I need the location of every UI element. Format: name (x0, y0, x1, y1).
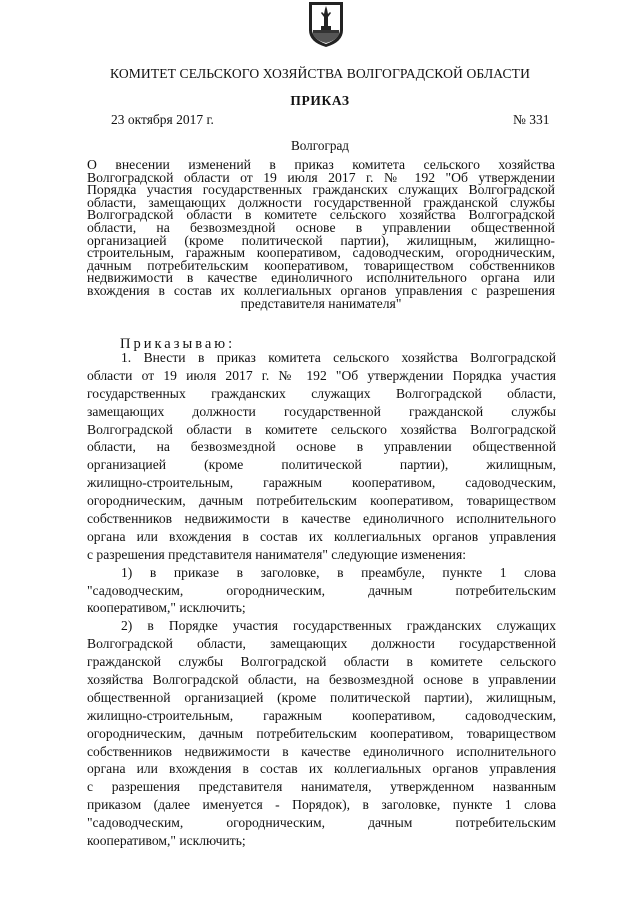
body-line: области, на безвозмездной основе в управлении общественной (87, 439, 556, 455)
subject-line: строительным, гаражным кооперативом, садоводческим, огородническим, (87, 245, 555, 261)
body-line: органа или вхождения в состав их коллегиальных органов управления (87, 528, 556, 544)
organization-title: КОМИТЕТ СЕЛЬСКОГО ХОЗЯЙСТВА ВОЛГОГРАДСКОЙ ОБЛАСТИ (110, 66, 530, 81)
body-line: "садоводческим, огородническим, дачным потребительским (87, 815, 556, 831)
subject-line: области, на безвозмездной основе в управлении общественной (87, 219, 555, 235)
subject-line: дачным потребительским кооперативом, товариществом собственников (87, 257, 555, 273)
body-line: 1. Внести в приказ комитета сельского хозяйства Волгоградской (121, 350, 556, 365)
body-line: жилищно-строительным, гаражным кооперативом, садоводческим, (87, 475, 556, 491)
body-line: огородническим, дачным потребительским кооперативом, товариществом (87, 493, 556, 509)
body-line: 2) в Порядке участия государственных гражданских служащих (121, 618, 556, 634)
body-line: Волгоградской области, замещающих должности государственной (87, 636, 556, 652)
body-line: жилищно-строительным, гаражным кооперативом, садоводческим, (87, 707, 556, 723)
body-line: приказом (далее именуется - Порядок), в заголовке, пункте 1 слова (87, 797, 556, 813)
document-city: Волгоград (290, 138, 350, 153)
document-subject (87, 159, 555, 310)
subject-line: представителя нанимателя" (240, 295, 402, 311)
document-date: 23 октября 2017 г. (111, 112, 214, 127)
document-number: № 331 (513, 112, 550, 127)
body-line: с разрешения представителя нанимателя" следующие изменения: (87, 546, 466, 562)
document-body (87, 349, 556, 850)
body-line: организацией (кроме политической партии), жилищным, (87, 457, 556, 473)
body-line: области от 19 июля 2017 г. № 192 "Об утверждении Порядка участия (87, 367, 556, 383)
body-line: "садоводческим, огородническим, дачным потребительским (87, 582, 556, 598)
body-line: огородническим, дачным потребительским кооперативом, товариществом (87, 725, 556, 741)
body-line: общественной организацией (кроме политической партии), жилищным, (87, 689, 556, 705)
body-line: кооперативом," исключить; (87, 600, 246, 616)
subject-line: области, замещающих должности государственной гражданской службы (87, 194, 555, 210)
order-word: Приказываю: (120, 336, 236, 352)
body-line: собственников недвижимости в качестве единоличного исполнительного (87, 511, 556, 527)
body-line: органа или вхождения в состав их коллегиальных органов управления (87, 761, 556, 777)
subject-line: О внесении изменений в приказ комитета сельского хозяйства (87, 157, 555, 172)
body-line: собственников недвижимости в качестве единоличного исполнительного (87, 743, 556, 759)
body-line: гражданской службы Волгоградской области в комитете сельского (87, 654, 556, 670)
body-line: Волгоградской области в комитете сельского хозяйства Волгоградской (87, 421, 556, 437)
body-line: хозяйства Волгоградской области, на безвозмездной основе в управлении (87, 672, 556, 688)
body-line: с разрешения представителя нанимателя, утвержденном названным (87, 779, 556, 795)
subject-line: организацией (кроме политической партии), жилищным, жилищно- (87, 232, 555, 248)
body-line: кооперативом," исключить; (87, 833, 246, 849)
body-line: государственных гражданских служащих Волгоградской области, (87, 385, 556, 401)
body-line: 1) в приказе в заголовке, в преамбуле, пункте 1 слова (121, 564, 556, 580)
coat-of-arms-icon (307, 0, 345, 48)
subject-line: Волгоградской области от 19 июля 2017 г. № 192 "Об утверждении (87, 169, 555, 185)
subject-line: Волгоградской области в комитете сельского хозяйства Волгоградской (87, 207, 555, 223)
body-line: замещающих должности государственной гражданской службы (87, 403, 556, 419)
subject-line: Порядка участия государственных гражданских служащих Волгоградской (87, 182, 555, 198)
document-type: ПРИКАЗ (290, 93, 350, 108)
subject-line: вхождения в состав их коллегиальных органов управления с разрешения (87, 282, 555, 298)
subject-line: недвижимости в качестве единоличного исполнительного органа или (87, 270, 555, 286)
